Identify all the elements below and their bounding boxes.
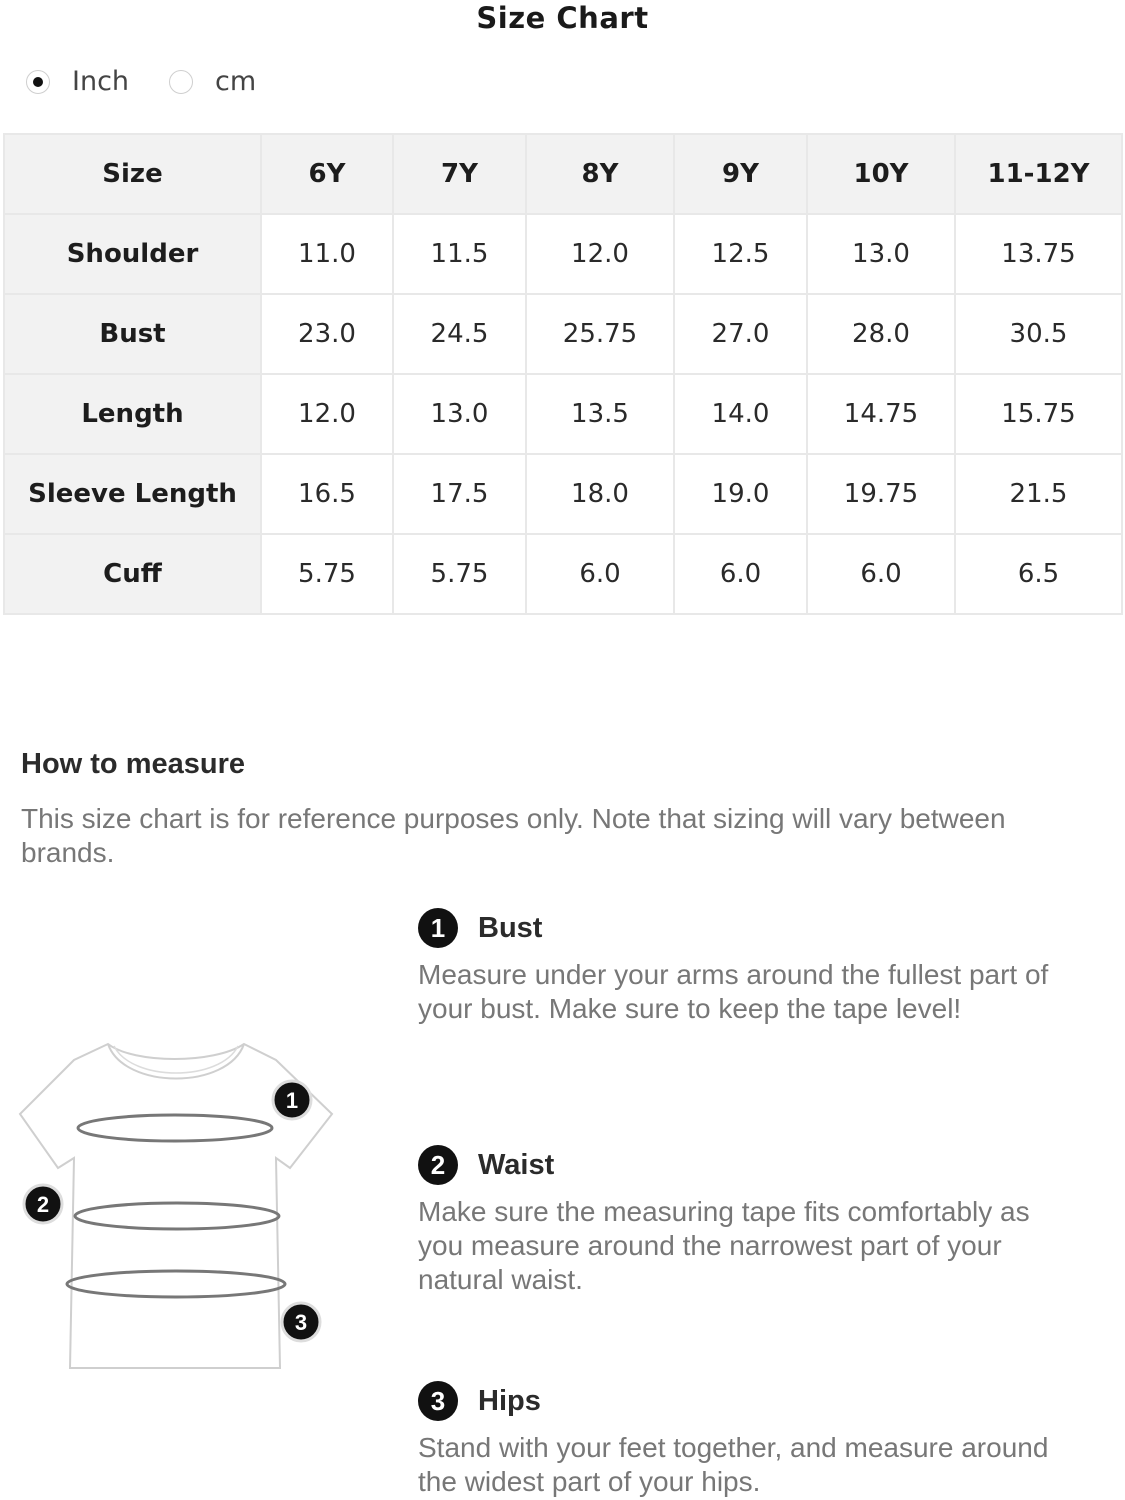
- table-row: [4, 294, 1122, 374]
- radio-unselected-icon[interactable]: [169, 70, 193, 94]
- table-cell: 13.5: [526, 374, 674, 454]
- table-cell: 14.75: [807, 374, 955, 454]
- marker-3-icon: [282, 1303, 320, 1341]
- marker-1-icon: [273, 1081, 311, 1119]
- table-cell: 15.75: [955, 374, 1122, 454]
- table-cell: 16.5: [261, 454, 393, 534]
- table-cell: 19.75: [807, 454, 955, 534]
- table-row: [4, 534, 1122, 614]
- table-header-cell: 6Y: [261, 134, 393, 214]
- table-header-cell: 11-12Y: [955, 134, 1122, 214]
- step-text-bust: Measure under your arms around the fullest part of your bust. Make sure to keep the tape level!: [418, 959, 1049, 1024]
- table-cell: 23.0: [261, 294, 393, 374]
- step-waist: [418, 1145, 1058, 1297]
- table-cell: 13.0: [807, 214, 955, 294]
- unit-selector: [26, 66, 256, 97]
- table-header-cell: 9Y: [674, 134, 807, 214]
- row-label: Bust: [4, 294, 261, 374]
- unit-label-inch: Inch: [72, 66, 130, 97]
- table-cell: 6.0: [674, 534, 807, 614]
- how-to-measure-heading: How to measure: [21, 748, 245, 780]
- step-title-hips: Hips: [478, 1384, 541, 1417]
- table-cell: 5.75: [393, 534, 526, 614]
- step-number-2-icon: 2: [418, 1145, 458, 1185]
- table-cell: 6.0: [526, 534, 674, 614]
- step-number-3-icon: 3: [418, 1381, 458, 1421]
- table-cell: 12.0: [526, 214, 674, 294]
- table-cell: 13.0: [393, 374, 526, 454]
- table-cell: 13.75: [955, 214, 1122, 294]
- t-shirt-measurement-icon: [14, 1030, 334, 1380]
- table-row: [4, 374, 1122, 454]
- table-cell: 12.0: [261, 374, 393, 454]
- table-cell: 6.5: [955, 534, 1122, 614]
- marker-1-label: 1: [285, 1088, 299, 1113]
- step-text-hips: Stand with your feet together, and measure around the widest part of your hips.: [418, 1432, 1049, 1497]
- table-cell: 11.5: [393, 214, 526, 294]
- table-cell: 30.5: [955, 294, 1122, 374]
- table-header-row: [4, 134, 1122, 214]
- step-bust: [418, 908, 1058, 1026]
- marker-2-icon: [24, 1185, 62, 1223]
- step-text-waist: Make sure the measuring tape fits comfortably as you measure around the narrowest part of your natural waist.: [418, 1196, 1030, 1295]
- row-label: Length: [4, 374, 261, 454]
- table-header-cell: Size: [4, 134, 261, 214]
- table-cell: 19.0: [674, 454, 807, 534]
- size-disclaimer-text: This size chart is for reference purposes only. Note that sizing will vary between brands.: [21, 803, 1006, 868]
- table-cell: 24.5: [393, 294, 526, 374]
- marker-2-label: 2: [36, 1192, 50, 1217]
- marker-3-label: 3: [294, 1310, 308, 1335]
- row-label: Cuff: [4, 534, 261, 614]
- table-cell: 14.0: [674, 374, 807, 454]
- step-hips: [418, 1381, 1058, 1499]
- step-title-bust: Bust: [478, 911, 543, 944]
- table-row: [4, 214, 1122, 294]
- table-cell: 21.5: [955, 454, 1122, 534]
- table-cell: 11.0: [261, 214, 393, 294]
- unit-option-inch[interactable]: [26, 66, 129, 97]
- table-cell: 25.75: [526, 294, 674, 374]
- size-chart-title: Size Chart: [476, 1, 649, 35]
- step-number-1-icon: 1: [418, 908, 458, 948]
- size-table: [3, 133, 1123, 615]
- row-label: Sleeve Length: [4, 454, 261, 534]
- table-header-cell: 8Y: [526, 134, 674, 214]
- table-cell: 28.0: [807, 294, 955, 374]
- unit-label-cm: cm: [215, 66, 257, 97]
- table-header-cell: 7Y: [393, 134, 526, 214]
- table-cell: 6.0: [807, 534, 955, 614]
- row-label: Shoulder: [4, 214, 261, 294]
- radio-selected-icon[interactable]: [26, 70, 50, 94]
- table-cell: 17.5: [393, 454, 526, 534]
- table-row: [4, 454, 1122, 534]
- table-cell: 12.5: [674, 214, 807, 294]
- unit-option-cm[interactable]: [169, 66, 256, 97]
- table-header-cell: 10Y: [807, 134, 955, 214]
- step-title-waist: Waist: [478, 1148, 555, 1181]
- table-cell: 27.0: [674, 294, 807, 374]
- table-cell: 5.75: [261, 534, 393, 614]
- table-cell: 18.0: [526, 454, 674, 534]
